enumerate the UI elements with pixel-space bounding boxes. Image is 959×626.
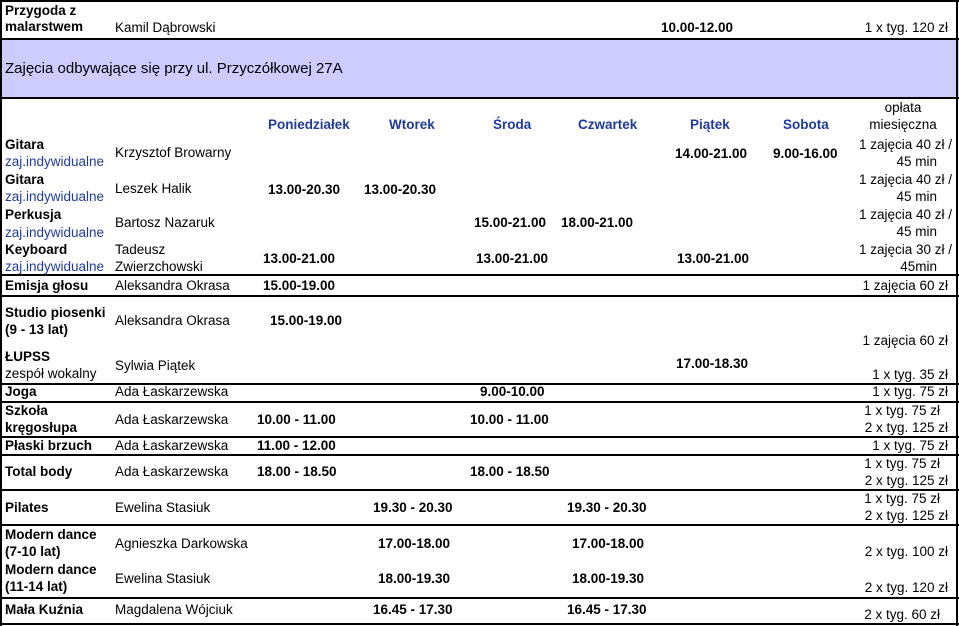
instructor-name: Zwierzchowski bbox=[115, 259, 203, 274]
activity-name: Szkoła bbox=[5, 403, 48, 418]
fee-value: 45 min bbox=[896, 189, 937, 204]
activity-subtitle: zaj.indywidualne bbox=[5, 259, 105, 274]
activity-name: Gitara bbox=[5, 172, 45, 187]
time-slot: 16.45 - 17.30 bbox=[567, 602, 647, 617]
day-header-wednesday: Środa bbox=[493, 117, 532, 132]
activity-name: Total body bbox=[5, 464, 73, 479]
fee-value: 1 zajęcia 60 zł bbox=[862, 278, 948, 293]
time-slot: 9.00-10.00 bbox=[480, 384, 545, 399]
fee-value: 45 min bbox=[896, 154, 937, 169]
fee-value: 1 x tyg. 75 zł bbox=[872, 384, 948, 399]
time-slot: 14.00-21.00 bbox=[675, 146, 748, 161]
time-slot: 15.00-19.00 bbox=[263, 278, 336, 293]
section-title: Zajęcia odbywające się przy ul. Przyczółkowej 27A bbox=[5, 60, 343, 77]
time-slot: 16.45 - 17.30 bbox=[373, 602, 453, 617]
time-slot: 18.00 - 18.50 bbox=[470, 464, 550, 479]
instructor-name: Ada Łaskarzewska bbox=[115, 412, 229, 427]
time-slot: 18.00-19.30 bbox=[572, 571, 645, 586]
instructor-name: Ada Łaskarzewska bbox=[115, 438, 229, 453]
time-slot: 18.00-21.00 bbox=[561, 215, 634, 230]
fee-value: 1 zajęcia 30 zł / bbox=[858, 242, 952, 257]
day-header-thursday: Czwartek bbox=[578, 117, 638, 132]
time-slot: 13.00-20.30 bbox=[268, 182, 341, 197]
time-slot: 17.00-18.00 bbox=[572, 536, 645, 551]
activity-name: Emisja głosu bbox=[5, 278, 89, 293]
instructor-name: Ewelina Stasiuk bbox=[115, 500, 211, 515]
instructor-name: Magdalena Wójciuk bbox=[115, 602, 233, 617]
day-header-monday: Poniedziałek bbox=[268, 117, 350, 132]
fee-header: opłata bbox=[884, 100, 922, 115]
activity-name: Perkusja bbox=[5, 207, 62, 222]
activity-name: Pilates bbox=[5, 500, 49, 515]
instructor-name: Aleksandra Okrasa bbox=[115, 278, 230, 293]
fee-value: 2 x tyg. 125 zł bbox=[864, 508, 948, 523]
activity-subtitle: zespół wokalny bbox=[5, 366, 97, 381]
time-slot: 10.00 - 11.00 bbox=[470, 412, 549, 427]
instructor-name: Kamil Dąbrowski bbox=[115, 20, 216, 35]
fee-header: miesięczna bbox=[869, 117, 937, 132]
fee-value: 1 x tyg. 75 zł bbox=[872, 438, 948, 453]
day-header-friday: Piątek bbox=[690, 117, 730, 132]
activity-name: Płaski brzuch bbox=[5, 438, 93, 453]
day-header-saturday: Sobota bbox=[783, 117, 829, 132]
activity-name: Keyboard bbox=[5, 242, 68, 257]
row-divider bbox=[0, 597, 959, 599]
activity-subtitle: zaj.indywidualne bbox=[5, 189, 105, 204]
time-slot: 17.00-18.00 bbox=[378, 536, 451, 551]
instructor-name: Agnieszka Darkowska bbox=[115, 536, 248, 551]
activity-name: (11-14 lat) bbox=[5, 579, 68, 594]
time-slot: 13.00-20.30 bbox=[364, 182, 437, 197]
activity-name: Przygoda z bbox=[5, 3, 77, 18]
fee-value: 2 x tyg. 125 zł bbox=[864, 420, 948, 435]
fee-value: 1 x tyg. 75 zł bbox=[864, 491, 940, 506]
fee-value: 45 min bbox=[896, 224, 937, 239]
activity-name: Gitara bbox=[5, 137, 45, 152]
instructor-name: Leszek Halik bbox=[115, 181, 192, 196]
activity-subtitle: zaj.indywidualne bbox=[5, 225, 105, 240]
activity-name: Modern dance bbox=[5, 527, 97, 542]
activity-name: Modern dance bbox=[5, 562, 97, 577]
activity-name: Mała Kuźnia bbox=[5, 602, 84, 617]
fee-value: 2 x tyg. 60 zł bbox=[864, 607, 940, 622]
fee-value: 2 x tyg. 125 zł bbox=[864, 473, 948, 488]
row-divider bbox=[0, 0, 959, 2]
fee-value: 1 zajęcia 40 zł / bbox=[858, 137, 952, 152]
fee-value: 1 zajęcia 60 zł bbox=[862, 333, 948, 348]
row-divider bbox=[0, 38, 959, 40]
row-divider bbox=[0, 524, 959, 526]
instructor-name: Sylwia Piątek bbox=[115, 358, 196, 373]
time-slot: 9.00-16.00 bbox=[773, 146, 838, 161]
right-border bbox=[956, 0, 958, 626]
fee-value: 2 x tyg. 100 zł bbox=[864, 544, 948, 559]
row-divider bbox=[0, 295, 959, 297]
activity-name: (7-10 lat) bbox=[5, 544, 61, 559]
time-slot: 13.00-21.00 bbox=[263, 251, 336, 266]
activity-name: kręgosłupa bbox=[5, 420, 78, 435]
activity-name: ŁUPSS bbox=[5, 349, 51, 364]
fee-value: 1 x tyg. 75 zł bbox=[864, 456, 940, 471]
activity-name: Joga bbox=[5, 384, 37, 399]
time-slot: 10.00 - 11.00 bbox=[257, 412, 336, 427]
activity-name: (9 - 13 lat) bbox=[5, 322, 69, 337]
time-slot: 15.00-21.00 bbox=[474, 215, 547, 230]
activity-name: malarstwem bbox=[5, 19, 84, 34]
instructor-name: Ewelina Stasiuk bbox=[115, 571, 211, 586]
instructor-name: Bartosz Nazaruk bbox=[115, 215, 215, 230]
time-slot: 18.00-19.30 bbox=[378, 571, 451, 586]
fee-value: 45min bbox=[900, 259, 937, 274]
time-slot: 11.00 - 12.00 bbox=[257, 438, 336, 453]
time-slot: 10.00-12.00 bbox=[661, 20, 734, 35]
fee-value: 1 zajęcia 40 zł / bbox=[858, 207, 952, 222]
fee-value: 2 x tyg. 120 zł bbox=[864, 580, 948, 595]
time-slot: 19.30 - 20.30 bbox=[373, 500, 453, 515]
fee-value: 1 x tyg. 75 zł bbox=[864, 403, 940, 418]
time-slot: 13.00-21.00 bbox=[677, 251, 750, 266]
instructor-name: Krzysztof Browarny bbox=[115, 145, 232, 160]
row-divider bbox=[0, 97, 959, 99]
time-slot: 18.00 - 18.50 bbox=[257, 464, 337, 479]
instructor-name: Ada Łaskarzewska bbox=[115, 464, 229, 479]
day-header-tuesday: Wtorek bbox=[389, 117, 435, 132]
activity-name: Studio piosenki bbox=[5, 305, 106, 320]
fee-value: 1 x tyg. 120 zł bbox=[864, 20, 948, 35]
instructor-name: Tadeusz bbox=[115, 242, 166, 257]
activity-subtitle: zaj.indywidualne bbox=[5, 154, 105, 169]
time-slot: 13.00-21.00 bbox=[476, 251, 549, 266]
instructor-name: Ada Łaskarzewska bbox=[115, 384, 229, 399]
fee-value: 1 x tyg. 35 zł bbox=[872, 367, 948, 382]
fee-value: 1 zajęcia 40 zł / bbox=[858, 172, 952, 187]
time-slot: 15.00-19.00 bbox=[270, 313, 343, 328]
left-border bbox=[0, 0, 2, 626]
row-divider bbox=[0, 623, 959, 625]
time-slot: 19.30 - 20.30 bbox=[567, 500, 647, 515]
time-slot: 17.00-18.30 bbox=[676, 356, 749, 371]
instructor-name: Aleksandra Okrasa bbox=[115, 313, 230, 328]
